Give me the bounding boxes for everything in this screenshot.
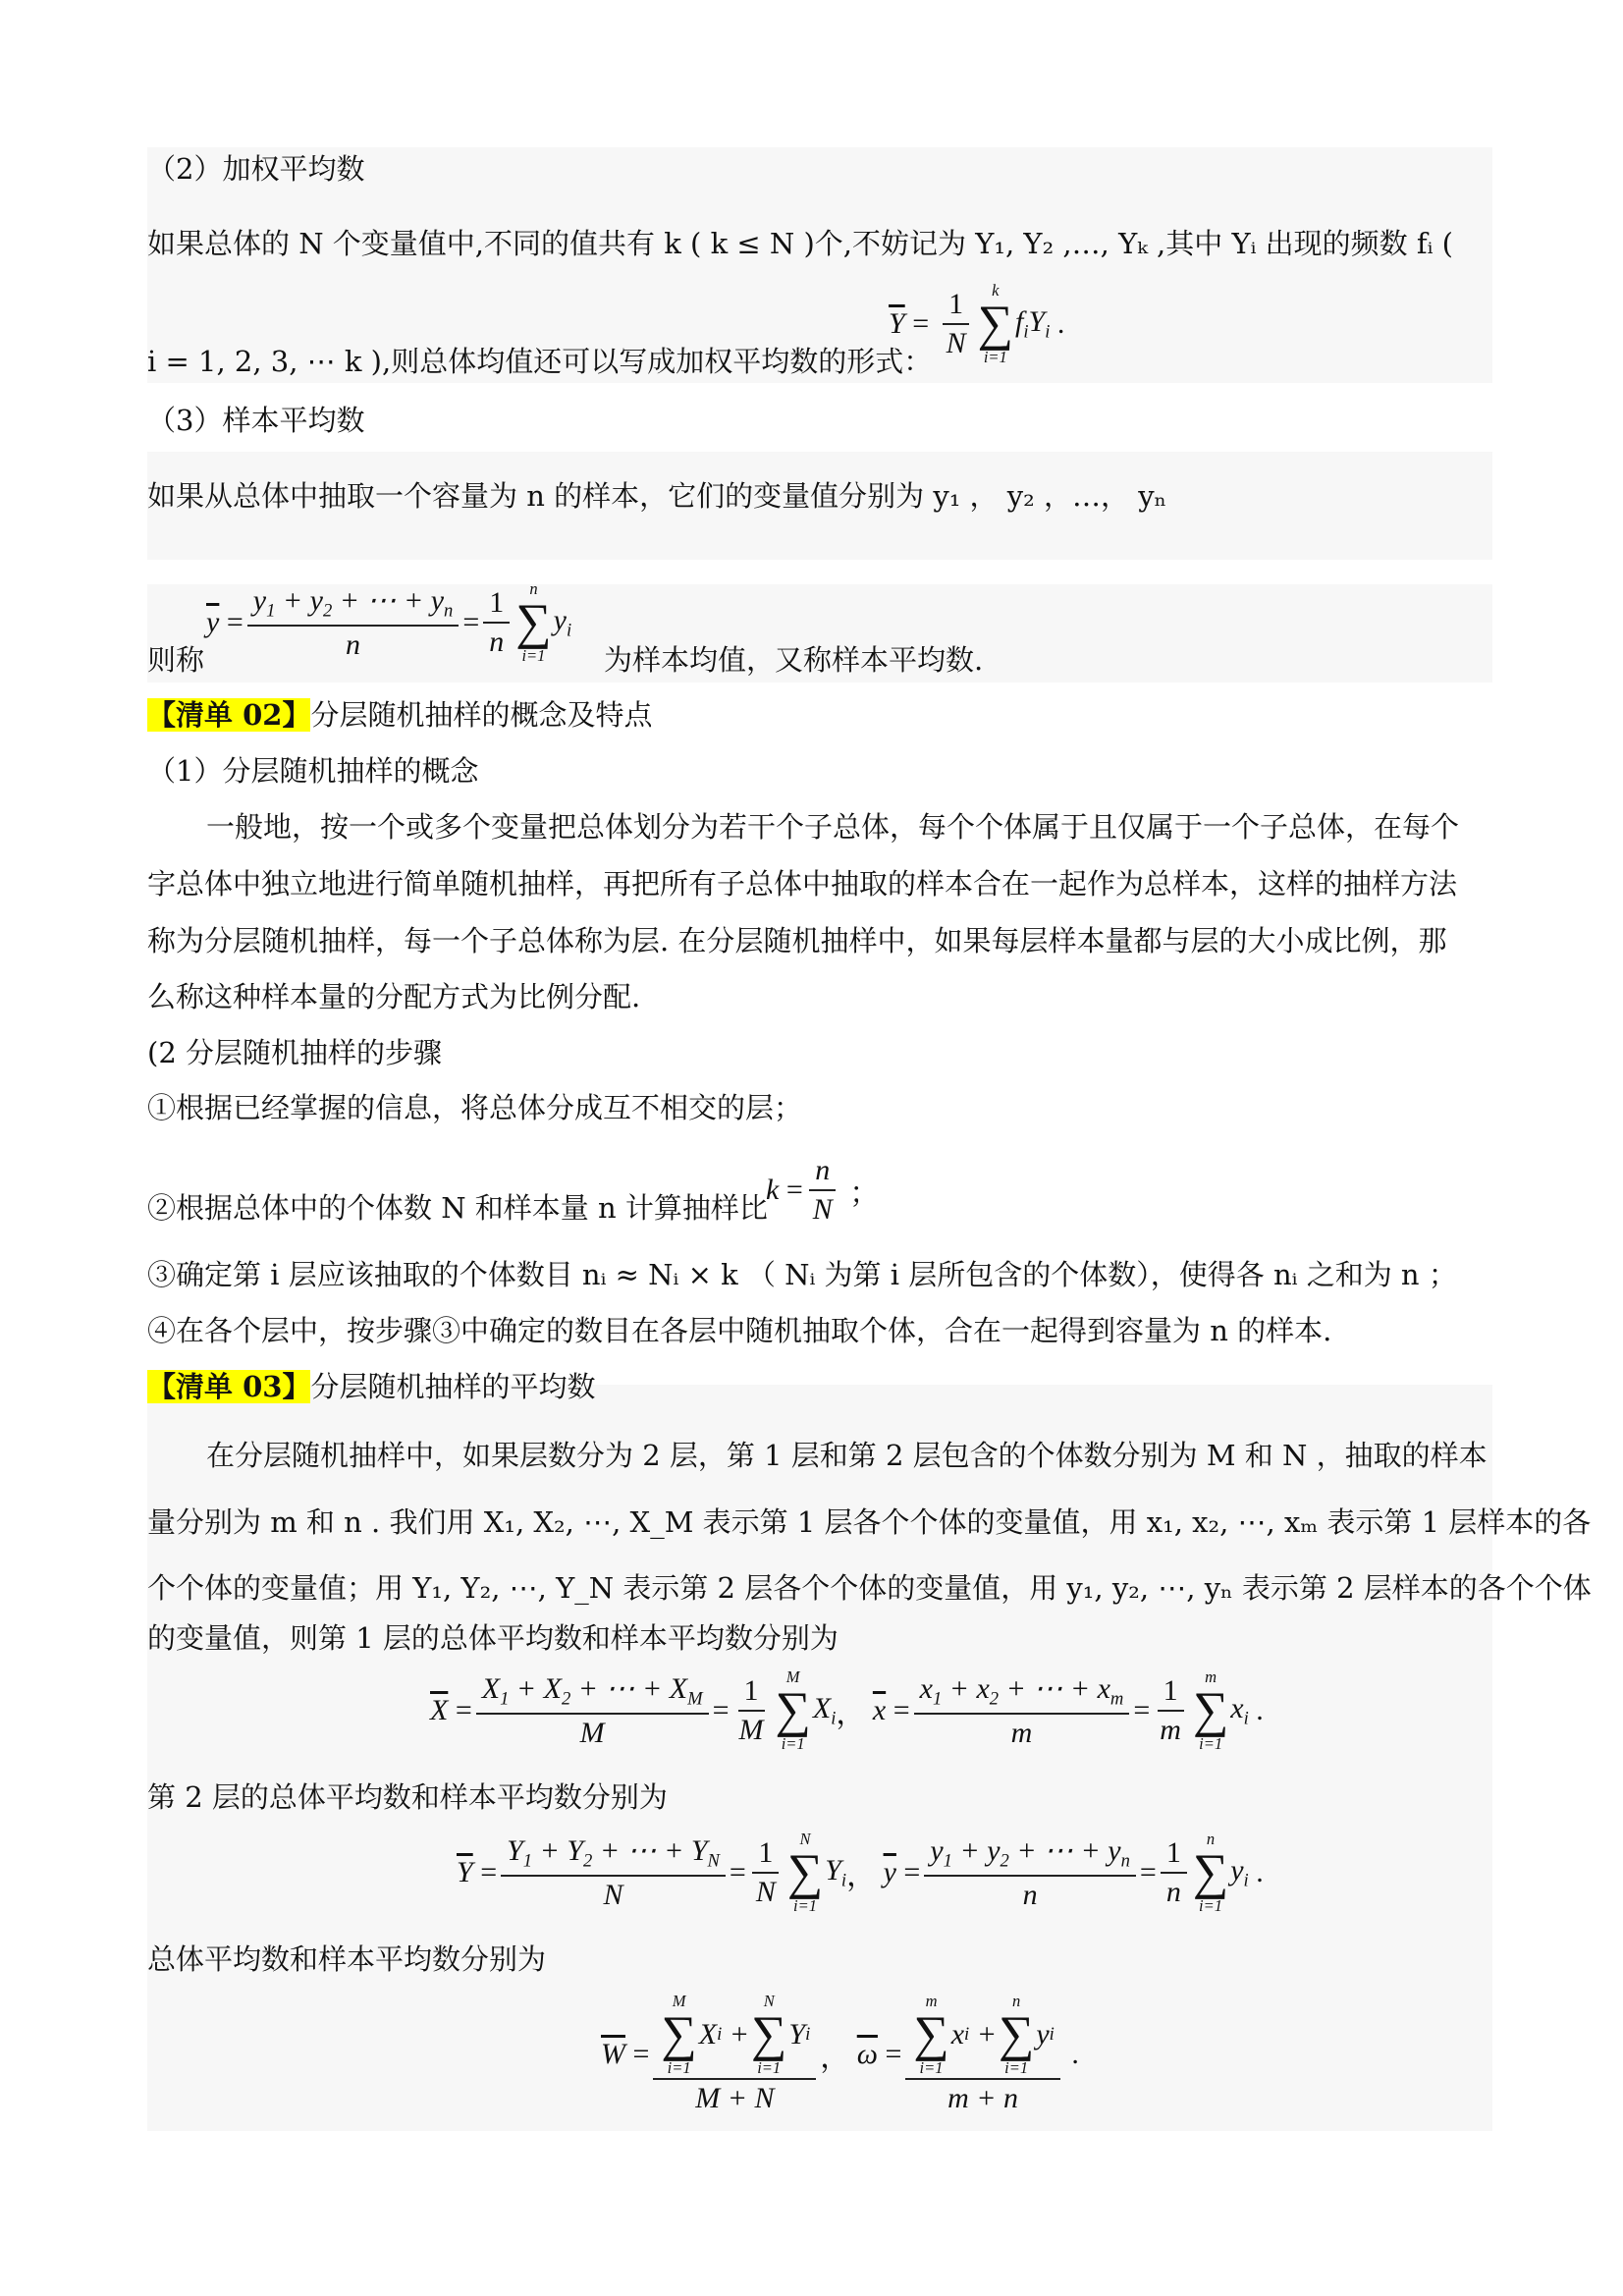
steps-heading: (2 分层随机抽样的步骤 xyxy=(147,1036,442,1069)
list-tag: 【清单 02】 xyxy=(147,698,311,732)
section-heading: （2）加权平均数 xyxy=(147,152,365,186)
list-title: 分层随机抽样的概念及特点 xyxy=(310,698,653,732)
formula-layer2: $\overline{Y}$ = $\frac{Y_1 + Y_2 + \cdots + Y_N}{N}$ = $\frac{1}{N}$ N ∑ i=1 $Y_i$ ， $\overline{y}$ = $\frac{y_1 + y_2 + \cdots + y_n}{n}$ = $\frac{1}{n}$ n ∑ i=1 $y_i$ . xyxy=(457,1830,1264,1915)
formula-weighted-mean: $\overline{Y}$ = $\frac{1}{N}$ k ∑ i=1 $f_iY_i$ . xyxy=(889,281,1065,366)
formula-overall: $\overline{W}$ = M ∑ i=1 X i + N ∑ i=1 Y i M + N ， $\overline{\omega}$ = m ∑ i=1 x i + n ∑ i=1 y i m + n . xyxy=(601,1992,1079,2114)
concept-line: 字总体中独立地进行简单随机抽样，再把所有子总体中抽取的样本合在一起作为总样本，这样的抽样方法 xyxy=(147,867,1458,901)
paragraph-then-called: 则称 xyxy=(147,643,205,677)
step-item: ①根据已经掌握的信息，将总体分成互不相交的层； xyxy=(147,1091,803,1124)
paragraph-sample-mean-def: 为样本均值，又称样本平均数. xyxy=(604,643,984,677)
concept-line: 么称这种样本量的分配方式为比例分配. xyxy=(147,980,641,1013)
step-item: ④在各个层中，按步骤③中确定的数目在各层中随机抽取个体，合在一起得到容量为 n 的样本. xyxy=(147,1314,1332,1347)
list-heading-02 xyxy=(147,695,652,735)
formula-layer1: $\overline{X}$ = $\frac{X_1 + X_2 + \cdots + X_M}{M}$ = $\frac{1}{M}$ M ∑ i=1 $X_i$ ， $\overline{x}$ = $\frac{x_1 + x_2 + \cdots + x_m}{m}$ = $\frac{1}{m}$ m ∑ i=1 $x_i$ . xyxy=(430,1667,1264,1753)
mean-line: 个个体的变量值；用 Y₁, Y₂, ⋯, Y_N 表示第 2 层各个个体的变量值，用 y₁, y₂, ⋯, yₙ 表示第 2 层样本的各个个体 xyxy=(147,1571,1592,1605)
overall-text: 总体平均数和样本平均数分别为 xyxy=(147,1942,547,1976)
concept-line: 一般地，按一个或多个变量把总体划分为若干个子总体，每个个体属于且仅属于一个子总体，在每个 xyxy=(206,810,1460,844)
list-title: 分层随机抽样的平均数 xyxy=(310,1370,596,1403)
step-item: ③确定第 i 层应该抽取的个体数目 nᵢ ≈ Nᵢ × k （ Nᵢ 为第 i 层所包含的个体数），使得各 nᵢ 之和为 n ； xyxy=(147,1258,1457,1291)
paragraph-sample: 如果从总体中抽取一个容量为 n 的样本，它们的变量值分别为 y₁ ， y₂ ，…， yₙ xyxy=(147,479,1167,513)
concept-line: 称为分层随机抽样，每一个子总体称为层. 在分层随机抽样中，如果每层样本量都与层的大小成比例，那 xyxy=(147,924,1447,957)
formula-ratio: k = $\frac{n}{N}$ ； xyxy=(766,1154,880,1226)
layer2-text: 第 2 层的总体平均数和样本平均数分别为 xyxy=(147,1780,668,1814)
formula-sample-mean: $\overline{y}$ = $\frac{y_1 + y_2 + \cdots + y_n}{n}$ = $\frac{1}{n}$ n ∑ i=1 $y_i$ xyxy=(206,579,572,665)
mean-line: 的变量值，则第 1 层的总体平均数和样本平均数分别为 xyxy=(147,1621,839,1655)
paragraph-weighted-1: 如果总体的 N 个变量值中,不同的值共有 k ( k ≤ N )个,不妨记为 Y₁, Y₂ ,…, Yₖ ,其中 Yᵢ 出现的频数 fᵢ ( xyxy=(147,227,1453,260)
concept-heading: （1）分层随机抽样的概念 xyxy=(147,754,479,788)
list-heading-03 xyxy=(147,1367,595,1406)
mean-line: 在分层随机抽样中，如果层数分为 2 层，第 1 层和第 2 层包含的个体数分别为 M 和 N ，抽取的样本 xyxy=(206,1439,1488,1472)
mean-line: 量分别为 m 和 n . 我们用 X₁, X₂, ⋯, X_M 表示第 1 层各个个体的变量值，用 x₁, x₂, ⋯, xₘ 表示第 1 层样本的各 xyxy=(147,1505,1592,1539)
step-item: ②根据总体中的个体数 N 和样本量 n 计算抽样比 xyxy=(147,1191,768,1225)
list-tag: 【清单 03】 xyxy=(147,1370,311,1403)
paragraph-weighted-2: i = 1, 2, 3, ⋯ k ),则总体均值还可以写成加权平均数的形式： xyxy=(147,345,933,378)
section-heading: （3）样本平均数 xyxy=(147,404,365,437)
